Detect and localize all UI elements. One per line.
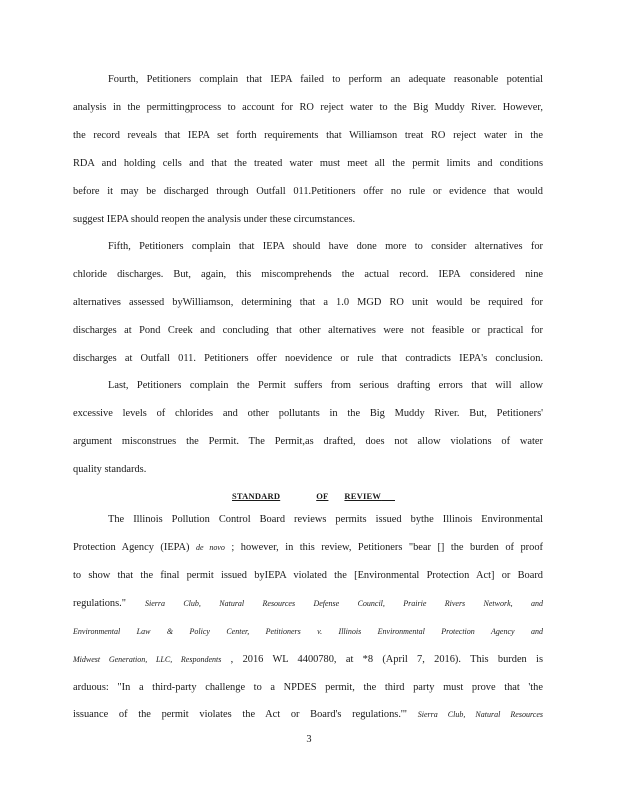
text-line: quality standards. — [73, 464, 147, 475]
text-line: analysis in the permittingprocess to account for RO reject water to the Big Muddy River. However, — [73, 102, 543, 113]
text-run: , 2016 WL 4400780, at *8 (April 7, 2016). This burden is — [230, 654, 543, 665]
text-line — [73, 654, 543, 666]
text-line: discharges at Outfall 011. Petitioners offer noevidence or rule that contradicts IEPA's conclusion. — [73, 353, 543, 364]
text-line: suggest IEPA should reopen the analysis under these circumstances. — [73, 214, 356, 225]
text-line — [73, 626, 543, 638]
section-heading — [232, 491, 382, 501]
text-line: Last, Petitioners complain the Permit suffers from serious drafting errors that will allow — [108, 380, 543, 391]
heading-word: REVIEW — [344, 491, 382, 501]
text-line: excessive levels of chlorides and other pollutants in the Big Muddy River. But, Petitioners' — [73, 408, 543, 419]
heading-word: OF — [316, 491, 329, 501]
text-line: Fifth, Petitioners complain that IEPA should have done more to consider alternatives for — [108, 241, 543, 252]
text-run: ; however, in this review, Petitioners "bear [] the burden of proof — [231, 542, 543, 553]
text-line: alternatives assessed byWilliamson, determining that a 1.0 MGD RO unit would be required for — [73, 297, 543, 308]
italic-citation: Midwest Generation, LLC, Respondents — [73, 655, 222, 664]
text-line: The Illinois Pollution Control Board reviews permits issued bythe Illinois Environmental — [108, 514, 543, 525]
italic-citation: Sierra Club, Natural Resources Defense Council, Prairie Rivers Network, and — [144, 599, 543, 608]
text-line — [73, 598, 543, 610]
text-line — [73, 709, 543, 721]
text-line: argument misconstrues the Permit. The Permit,as drafted, does not allow violations of water — [73, 436, 543, 447]
text-line: arduous: "In a third-party challenge to a NPDES permit, the third party must prove that 'the — [73, 682, 543, 693]
heading-word: STANDARD — [232, 491, 281, 501]
text-line — [73, 542, 543, 554]
text-run: issuance of the permit violates the Act or Board's regulations.'" — [73, 709, 408, 720]
italic-citation: Sierra Club, Natural Resources — [417, 710, 543, 719]
text-line: chloride discharges. But, again, this miscomprehends the actual record. IEPA considered nine — [73, 269, 543, 280]
text-run: Protection Agency (IEPA) — [73, 542, 190, 553]
text-line: RDA and holding cells and that the treated water must meet all the permit limits and conditions — [73, 158, 543, 169]
text-line: Fourth, Petitioners complain that IEPA failed to perform an adequate reasonable potential — [108, 74, 543, 85]
italic-citation: de novo — [195, 543, 225, 552]
italic-citation: Environmental Law & Policy Center, Petitioners v. Illinois Environmental Protection Agency and — [73, 627, 543, 636]
text-line: before it may be discharged through Outfall 011.Petitioners offer no rule or evidence that would — [73, 186, 543, 197]
text-line: the record reveals that IEPA set forth requirements that Williamson treat RO reject water in the — [73, 130, 543, 141]
text-run: regulations." — [73, 598, 127, 609]
text-line: discharges at Pond Creek and concluding that other alternatives were not feasible or practical for — [73, 325, 543, 336]
page-number: 3 — [306, 734, 312, 745]
text-line: to show that the final permit issued byIEPA violated the [Environmental Protection Act] or Board — [73, 570, 543, 581]
